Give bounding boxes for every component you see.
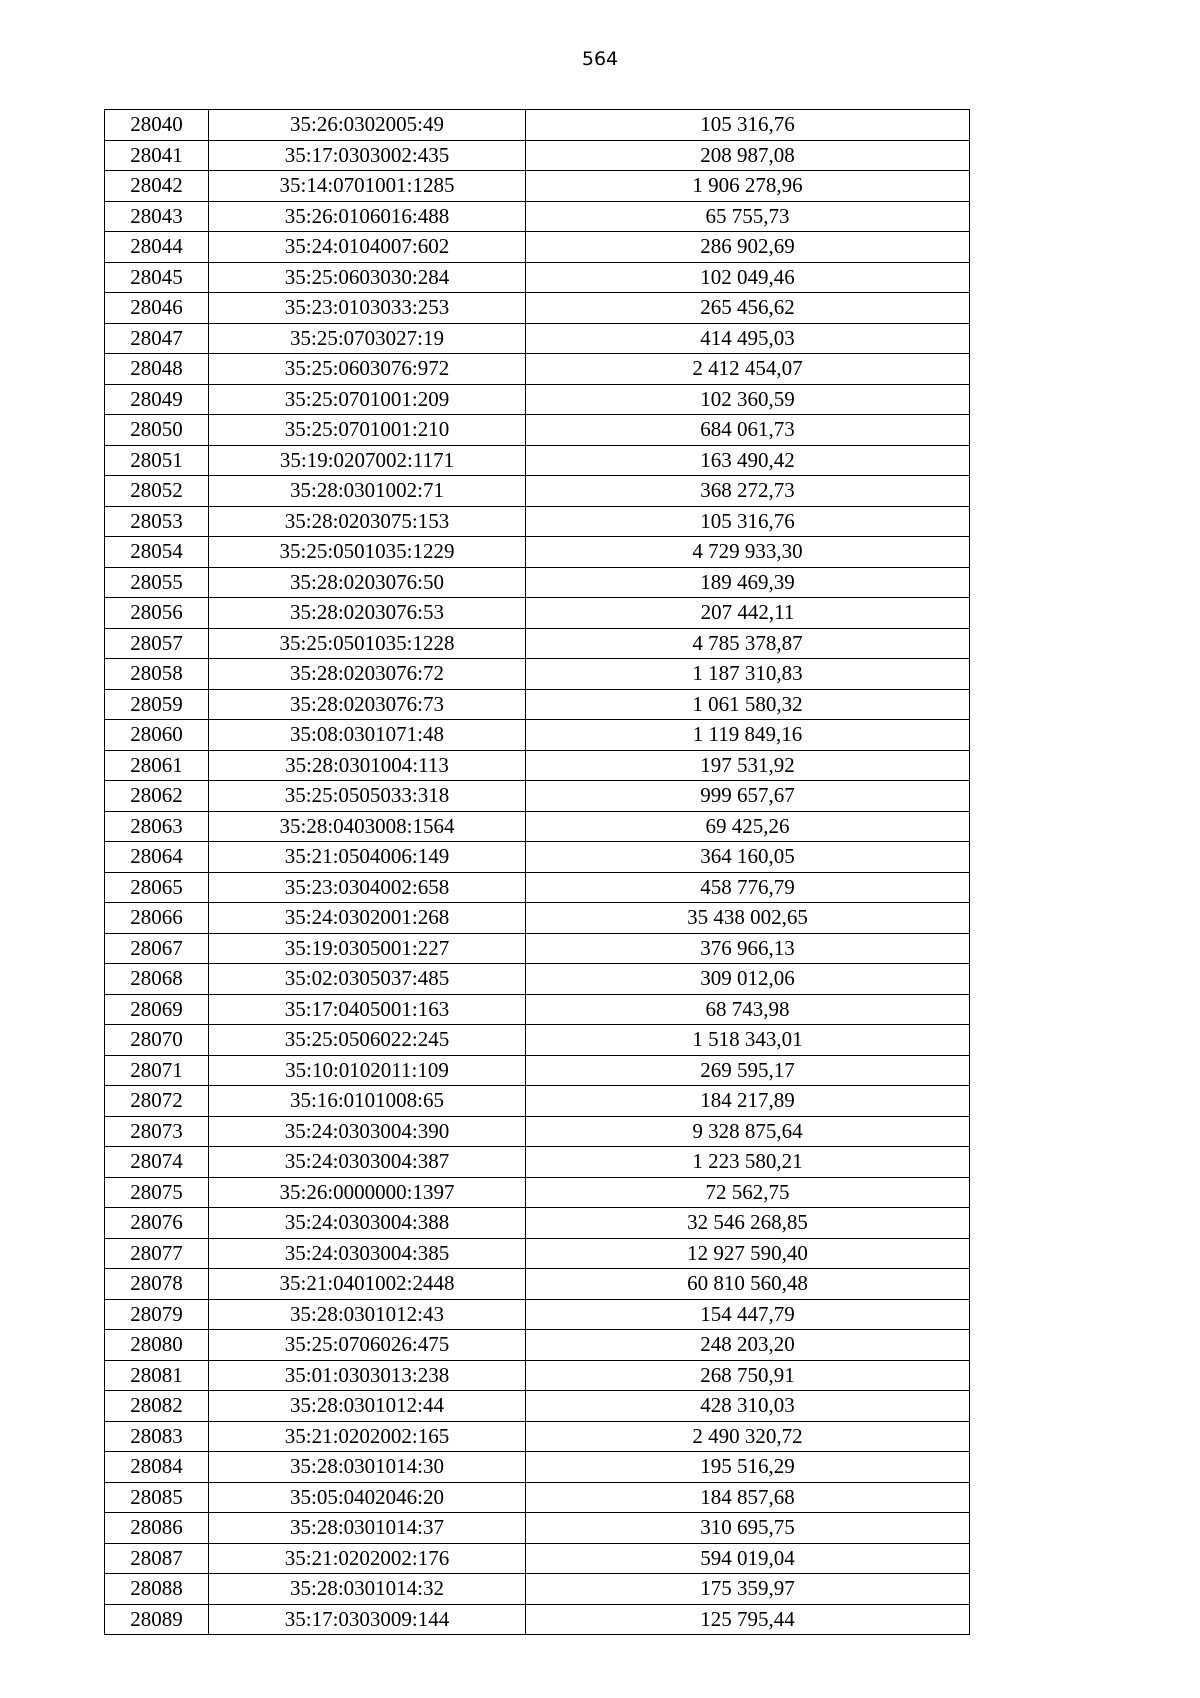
- cadastral-number-cell: 35:25:0703027:19: [209, 323, 526, 354]
- cadastral-number-cell: 35:24:0303004:385: [209, 1238, 526, 1269]
- cadastral-number-cell: 35:24:0302001:268: [209, 903, 526, 934]
- cadastral-number-cell: 35:28:0203076:72: [209, 659, 526, 690]
- table-row: [105, 1208, 970, 1239]
- table-row: [105, 171, 970, 202]
- row-number-cell: 28053: [105, 506, 209, 537]
- table-row: [105, 323, 970, 354]
- cadastral-number-cell: 35:26:0000000:1397: [209, 1177, 526, 1208]
- value-cell: 154 447,79: [526, 1299, 970, 1330]
- cadastral-number-cell: 35:25:0501035:1229: [209, 537, 526, 568]
- row-number-cell: 28076: [105, 1208, 209, 1239]
- value-cell: 197 531,92: [526, 750, 970, 781]
- table-row: [105, 1330, 970, 1361]
- cadastral-number-cell: 35:28:0203076:53: [209, 598, 526, 629]
- cadastral-number-cell: 35:26:0106016:488: [209, 201, 526, 232]
- value-cell: 208 987,08: [526, 140, 970, 171]
- row-number-cell: 28086: [105, 1513, 209, 1544]
- table-row: [105, 1604, 970, 1635]
- value-cell: 125 795,44: [526, 1604, 970, 1635]
- row-number-cell: 28042: [105, 171, 209, 202]
- table-row: [105, 628, 970, 659]
- cadastral-number-cell: 35:28:0403008:1564: [209, 811, 526, 842]
- table-row: [105, 933, 970, 964]
- value-cell: 4 729 933,30: [526, 537, 970, 568]
- value-cell: 4 785 378,87: [526, 628, 970, 659]
- cadastral-number-cell: 35:28:0301012:43: [209, 1299, 526, 1330]
- cadastral-number-cell: 35:24:0303004:388: [209, 1208, 526, 1239]
- row-number-cell: 28084: [105, 1452, 209, 1483]
- table-row: [105, 1482, 970, 1513]
- cadastral-number-cell: 35:24:0303004:390: [209, 1116, 526, 1147]
- row-number-cell: 28089: [105, 1604, 209, 1635]
- page-number: 564: [581, 48, 619, 70]
- row-number-cell: 28063: [105, 811, 209, 842]
- table-row: [105, 872, 970, 903]
- cadastral-number-cell: 35:25:0603076:972: [209, 354, 526, 385]
- row-number-cell: 28059: [105, 689, 209, 720]
- value-cell: 414 495,03: [526, 323, 970, 354]
- value-cell: 102 360,59: [526, 384, 970, 415]
- value-cell: 458 776,79: [526, 872, 970, 903]
- value-cell: 265 456,62: [526, 293, 970, 324]
- row-number-cell: 28071: [105, 1055, 209, 1086]
- value-cell: 184 857,68: [526, 1482, 970, 1513]
- row-number-cell: 28065: [105, 872, 209, 903]
- value-cell: 1 187 310,83: [526, 659, 970, 690]
- cadastral-number-cell: 35:28:0301002:71: [209, 476, 526, 507]
- value-cell: 60 810 560,48: [526, 1269, 970, 1300]
- table-row: [105, 1391, 970, 1422]
- row-number-cell: 28046: [105, 293, 209, 324]
- cadastral-number-cell: 35:21:0202002:176: [209, 1543, 526, 1574]
- cadastral-number-cell: 35:19:0207002:1171: [209, 445, 526, 476]
- table-row: [105, 659, 970, 690]
- value-cell: 594 019,04: [526, 1543, 970, 1574]
- cadastral-number-cell: 35:17:0303002:435: [209, 140, 526, 171]
- value-cell: 68 743,98: [526, 994, 970, 1025]
- value-cell: 248 203,20: [526, 1330, 970, 1361]
- value-cell: 65 755,73: [526, 201, 970, 232]
- cadastral-number-cell: 35:28:0301014:30: [209, 1452, 526, 1483]
- value-cell: 32 546 268,85: [526, 1208, 970, 1239]
- row-number-cell: 28054: [105, 537, 209, 568]
- table-row: [105, 1086, 970, 1117]
- row-number-cell: 28044: [105, 232, 209, 263]
- row-number-cell: 28068: [105, 964, 209, 995]
- value-cell: 1 518 343,01: [526, 1025, 970, 1056]
- table-row: [105, 1574, 970, 1605]
- table-row: [105, 1513, 970, 1544]
- value-cell: 1 223 580,21: [526, 1147, 970, 1178]
- value-cell: 999 657,67: [526, 781, 970, 812]
- value-cell: 428 310,03: [526, 1391, 970, 1422]
- cadastral-number-cell: 35:17:0303009:144: [209, 1604, 526, 1635]
- value-cell: 1 119 849,16: [526, 720, 970, 751]
- table-row: [105, 110, 970, 141]
- value-cell: 207 442,11: [526, 598, 970, 629]
- row-number-cell: 28066: [105, 903, 209, 934]
- cadastral-number-cell: 35:02:0305037:485: [209, 964, 526, 995]
- table-row: [105, 415, 970, 446]
- table-row: [105, 842, 970, 873]
- cadastral-number-cell: 35:05:0402046:20: [209, 1482, 526, 1513]
- table-row: [105, 1299, 970, 1330]
- value-cell: 269 595,17: [526, 1055, 970, 1086]
- cadastral-number-cell: 35:24:0303004:387: [209, 1147, 526, 1178]
- row-number-cell: 28055: [105, 567, 209, 598]
- cadastral-number-cell: 35:25:0501035:1228: [209, 628, 526, 659]
- value-cell: 105 316,76: [526, 506, 970, 537]
- cadastral-number-cell: 35:28:0301012:44: [209, 1391, 526, 1422]
- cadastral-number-cell: 35:01:0303013:238: [209, 1360, 526, 1391]
- row-number-cell: 28050: [105, 415, 209, 446]
- table-row: [105, 262, 970, 293]
- cadastral-number-cell: 35:14:0701001:1285: [209, 171, 526, 202]
- table-row: [105, 293, 970, 324]
- table-row: [105, 476, 970, 507]
- row-number-cell: 28077: [105, 1238, 209, 1269]
- value-cell: 105 316,76: [526, 110, 970, 141]
- table-row: [105, 1177, 970, 1208]
- value-cell: 268 750,91: [526, 1360, 970, 1391]
- row-number-cell: 28069: [105, 994, 209, 1025]
- row-number-cell: 28078: [105, 1269, 209, 1300]
- row-number-cell: 28040: [105, 110, 209, 141]
- table-row: [105, 1147, 970, 1178]
- table-row: [105, 354, 970, 385]
- row-number-cell: 28052: [105, 476, 209, 507]
- table-row: [105, 537, 970, 568]
- row-number-cell: 28087: [105, 1543, 209, 1574]
- cadastral-number-cell: 35:28:0301004:113: [209, 750, 526, 781]
- row-number-cell: 28057: [105, 628, 209, 659]
- table-row: [105, 1360, 970, 1391]
- table-row: [105, 384, 970, 415]
- table-row: [105, 232, 970, 263]
- value-cell: 684 061,73: [526, 415, 970, 446]
- row-number-cell: 28064: [105, 842, 209, 873]
- cadastral-number-cell: 35:25:0706026:475: [209, 1330, 526, 1361]
- row-number-cell: 28047: [105, 323, 209, 354]
- row-number-cell: 28056: [105, 598, 209, 629]
- value-cell: 2 412 454,07: [526, 354, 970, 385]
- cadastral-number-cell: 35:08:0301071:48: [209, 720, 526, 751]
- value-cell: 35 438 002,65: [526, 903, 970, 934]
- cadastral-number-cell: 35:25:0506022:245: [209, 1025, 526, 1056]
- table-row: [105, 1055, 970, 1086]
- value-cell: 310 695,75: [526, 1513, 970, 1544]
- row-number-cell: 28045: [105, 262, 209, 293]
- row-number-cell: 28062: [105, 781, 209, 812]
- row-number-cell: 28088: [105, 1574, 209, 1605]
- table-row: [105, 1452, 970, 1483]
- cadastral-number-cell: 35:16:0101008:65: [209, 1086, 526, 1117]
- row-number-cell: 28083: [105, 1421, 209, 1452]
- cadastral-number-cell: 35:21:0202002:165: [209, 1421, 526, 1452]
- value-cell: 1 906 278,96: [526, 171, 970, 202]
- row-number-cell: 28067: [105, 933, 209, 964]
- table-row: [105, 1238, 970, 1269]
- table-row: [105, 1116, 970, 1147]
- row-number-cell: 28049: [105, 384, 209, 415]
- cadastral-number-cell: 35:10:0102011:109: [209, 1055, 526, 1086]
- cadastral-number-cell: 35:21:0401002:2448: [209, 1269, 526, 1300]
- row-number-cell: 28079: [105, 1299, 209, 1330]
- table-row: [105, 445, 970, 476]
- row-number-cell: 28060: [105, 720, 209, 751]
- value-cell: 2 490 320,72: [526, 1421, 970, 1452]
- row-number-cell: 28073: [105, 1116, 209, 1147]
- table-row: [105, 1421, 970, 1452]
- row-number-cell: 28075: [105, 1177, 209, 1208]
- table-row: [105, 1025, 970, 1056]
- row-number-cell: 28085: [105, 1482, 209, 1513]
- table-row: [105, 811, 970, 842]
- table-row: [105, 781, 970, 812]
- value-cell: 69 425,26: [526, 811, 970, 842]
- value-cell: 364 160,05: [526, 842, 970, 873]
- value-cell: 189 469,39: [526, 567, 970, 598]
- row-number-cell: 28061: [105, 750, 209, 781]
- table-row: [105, 598, 970, 629]
- table-row: [105, 1269, 970, 1300]
- cadastral-number-cell: 35:28:0203076:50: [209, 567, 526, 598]
- value-cell: 184 217,89: [526, 1086, 970, 1117]
- table-row: [105, 994, 970, 1025]
- row-number-cell: 28082: [105, 1391, 209, 1422]
- value-cell: 309 012,06: [526, 964, 970, 995]
- cadastral-number-cell: 35:23:0304002:658: [209, 872, 526, 903]
- table-row: [105, 567, 970, 598]
- table-row: [105, 964, 970, 995]
- table-row: [105, 750, 970, 781]
- cadastral-number-cell: 35:26:0302005:49: [209, 110, 526, 141]
- cadastral-number-cell: 35:17:0405001:163: [209, 994, 526, 1025]
- row-number-cell: 28070: [105, 1025, 209, 1056]
- registry-table-body: [105, 110, 970, 1635]
- value-cell: 368 272,73: [526, 476, 970, 507]
- value-cell: 72 562,75: [526, 1177, 970, 1208]
- value-cell: 175 359,97: [526, 1574, 970, 1605]
- table-row: [105, 689, 970, 720]
- row-number-cell: 28080: [105, 1330, 209, 1361]
- cadastral-number-cell: 35:28:0203076:73: [209, 689, 526, 720]
- cadastral-number-cell: 35:25:0505033:318: [209, 781, 526, 812]
- row-number-cell: 28043: [105, 201, 209, 232]
- cadastral-number-cell: 35:28:0301014:32: [209, 1574, 526, 1605]
- cadastral-number-cell: 35:19:0305001:227: [209, 933, 526, 964]
- cadastral-number-cell: 35:25:0603030:284: [209, 262, 526, 293]
- row-number-cell: 28074: [105, 1147, 209, 1178]
- value-cell: 102 049,46: [526, 262, 970, 293]
- row-number-cell: 28051: [105, 445, 209, 476]
- cadastral-number-cell: 35:24:0104007:602: [209, 232, 526, 263]
- registry-table: [104, 109, 970, 1635]
- row-number-cell: 28041: [105, 140, 209, 171]
- cadastral-number-cell: 35:28:0301014:37: [209, 1513, 526, 1544]
- row-number-cell: 28048: [105, 354, 209, 385]
- value-cell: 1 061 580,32: [526, 689, 970, 720]
- table-row: [105, 903, 970, 934]
- row-number-cell: 28072: [105, 1086, 209, 1117]
- value-cell: 12 927 590,40: [526, 1238, 970, 1269]
- value-cell: 9 328 875,64: [526, 1116, 970, 1147]
- cadastral-number-cell: 35:28:0203075:153: [209, 506, 526, 537]
- value-cell: 286 902,69: [526, 232, 970, 263]
- table-row: [105, 140, 970, 171]
- value-cell: 376 966,13: [526, 933, 970, 964]
- cadastral-number-cell: 35:21:0504006:149: [209, 842, 526, 873]
- cadastral-number-cell: 35:25:0701001:210: [209, 415, 526, 446]
- value-cell: 195 516,29: [526, 1452, 970, 1483]
- row-number-cell: 28081: [105, 1360, 209, 1391]
- table-row: [105, 1543, 970, 1574]
- cadastral-number-cell: 35:25:0701001:209: [209, 384, 526, 415]
- value-cell: 163 490,42: [526, 445, 970, 476]
- row-number-cell: 28058: [105, 659, 209, 690]
- table-row: [105, 506, 970, 537]
- table-row: [105, 201, 970, 232]
- cadastral-number-cell: 35:23:0103033:253: [209, 293, 526, 324]
- table-row: [105, 720, 970, 751]
